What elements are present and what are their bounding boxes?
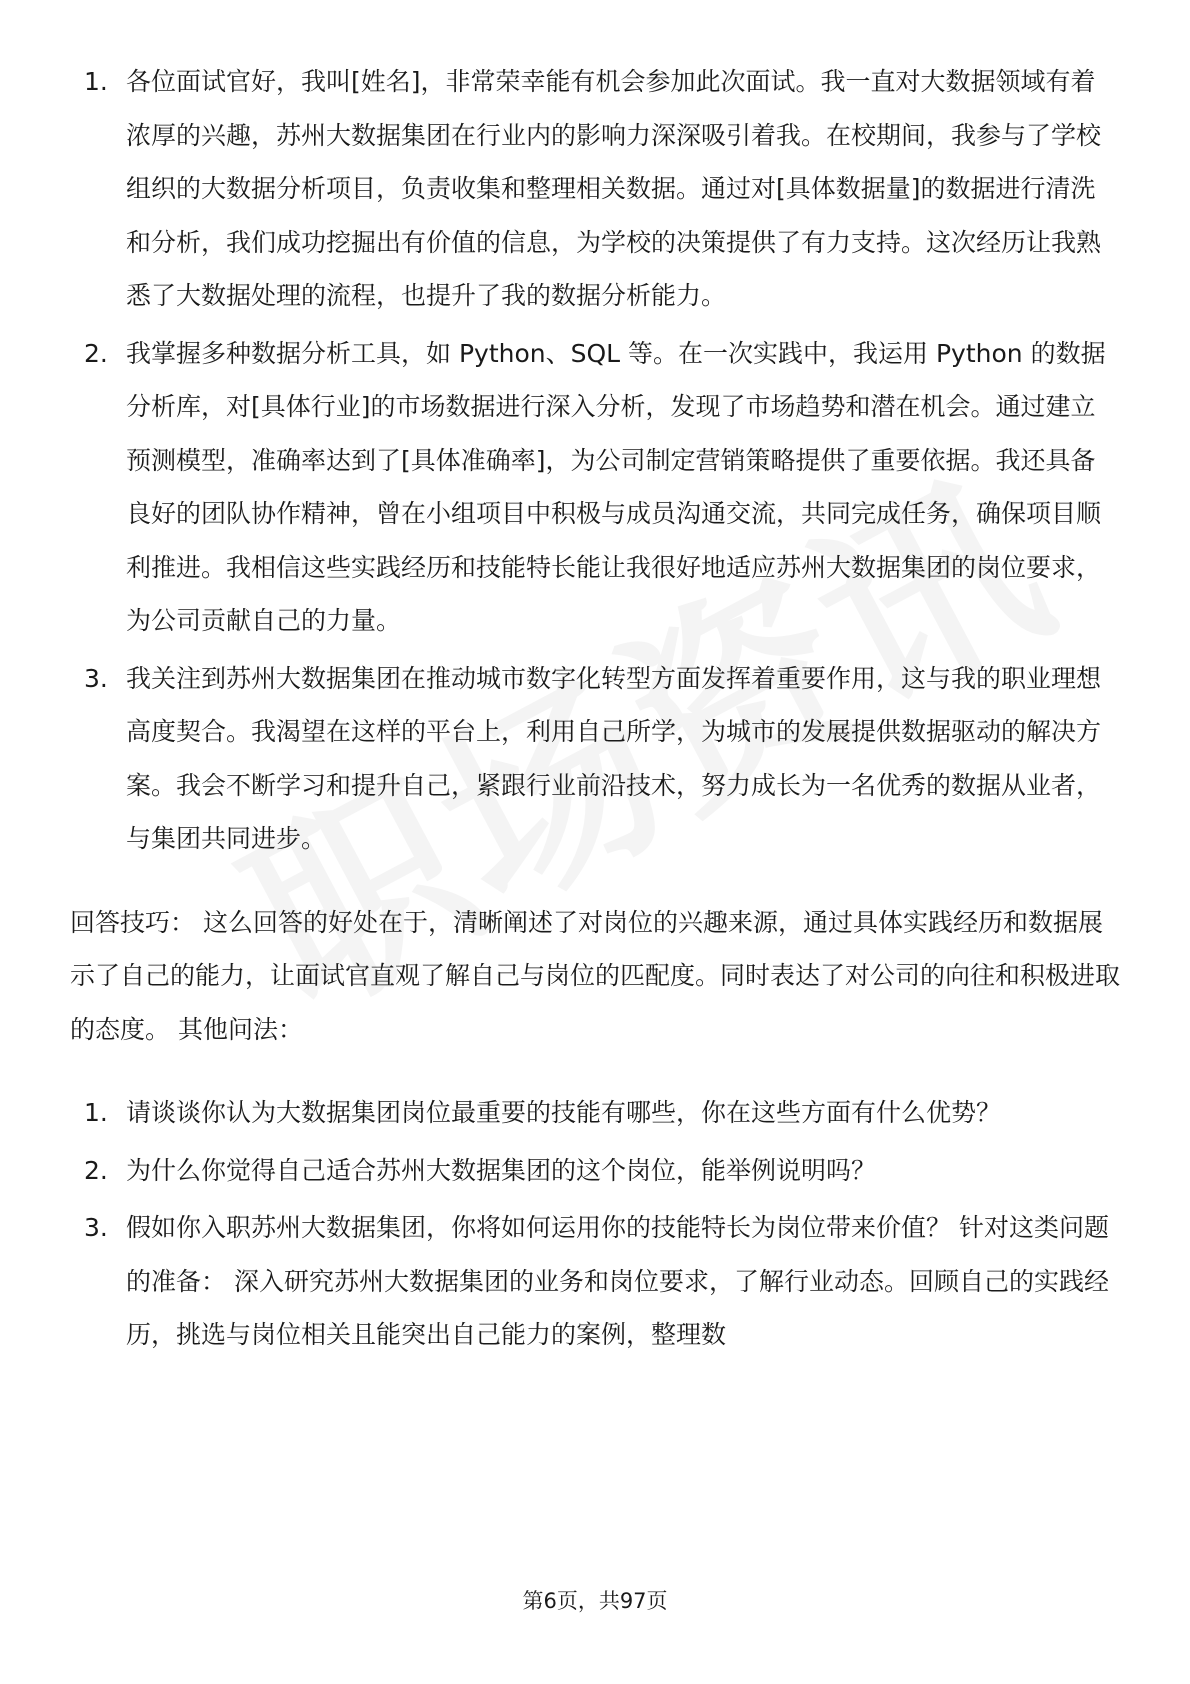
list-item-text: 请谈谈你认为大数据集团岗位最重要的技能有哪些，你在这些方面有什么优势？ <box>126 1098 1002 1127</box>
list-item <box>70 1144 1120 1198</box>
list-item-number: 1. <box>84 1098 108 1127</box>
list-item-number: 2. <box>84 1155 108 1185</box>
list-item <box>70 1201 1120 1362</box>
document-body <box>70 55 1120 1366</box>
list-item-text: 我关注到苏州大数据集团在推动城市数字化转型方面发挥着重要作用，这与我的职业理想高度契合。我渴望在这样的平台上，利用自己所学，为城市的发展提供数据驱动的解决方案。我会不断学习和提升自己，紧跟行业前沿技术，努力成长为一名优秀的数据从业者，与集团共同进步。 <box>126 663 1102 853</box>
list-item-number: 1. <box>84 67 108 96</box>
list-item-text: 我掌握多种数据分析工具，如 Python、SQL 等。在一次实践中，我运用 Python 的数据分析库，对[具体行业]的市场数据进行深入分析，发现了市场趋势和潜在机会。通过建立预测模型，准确率达到了[具体准确率]，为公司制定营销策略提供了重要依据。我还具备良好的团队协作精神，曾在小组项目中积极与成员沟通交流，共同完成任务，确保项目顺利推进。我相信这些实践经历和技能特长能让我很好地适应苏州大数据集团的岗位要求，为公司贡献自己的力量。 <box>126 338 1106 635</box>
list-item-number: 3. <box>84 1213 108 1242</box>
list-item-text: 假如你入职苏州大数据集团，你将如何运用你的技能特长为岗位带来价值？ 针对这类问题的准备： 深入研究苏州大数据集团的业务和岗位要求，了解行业动态。回顾自己的实践经历，挑选与岗位相关且能突出自己能力的案例，整理数 <box>126 1213 1109 1349</box>
answer-tips-paragraph: 回答技巧： 这么回答的好处在于，清晰阐述了对岗位的兴趣来源，通过具体实践经历和数据展示了自己的能力，让面试官直观了解自己与岗位的匹配度。同时表达了对公司的向往和积极进取的态度。 其他问法： <box>70 907 1121 1044</box>
list-item-number: 2. <box>84 338 108 368</box>
list-item-text: 各位面试官好，我叫[姓名]，非常荣幸能有机会参加此次面试。我一直对大数据领域有着浓厚的兴趣，苏州大数据集团在行业内的影响力深深吸引着我。在校期间，我参与了学校组织的大数据分析项目，负责收集和整理相关数据。通过对[具体数据量]的数据进行清洗和分析，我们成功挖掘出有价值的信息，为学校的决策提供了有力支持。这次经历让我熟悉了大数据处理的流程，也提升了我的数据分析能力。 <box>126 67 1102 310</box>
answer-list <box>70 55 1120 866</box>
list-item <box>70 55 1120 323</box>
list-item <box>70 1086 1120 1140</box>
list-item-text: 为什么你觉得自己适合苏州大数据集团的这个岗位，能举例说明吗？ <box>126 1155 877 1185</box>
list-item-number: 3. <box>84 663 108 693</box>
list-item <box>70 327 1120 648</box>
page-footer: 第6页，共97页 <box>522 1589 668 1613</box>
list-item <box>70 652 1120 866</box>
alternative-questions-list <box>70 1086 1120 1362</box>
